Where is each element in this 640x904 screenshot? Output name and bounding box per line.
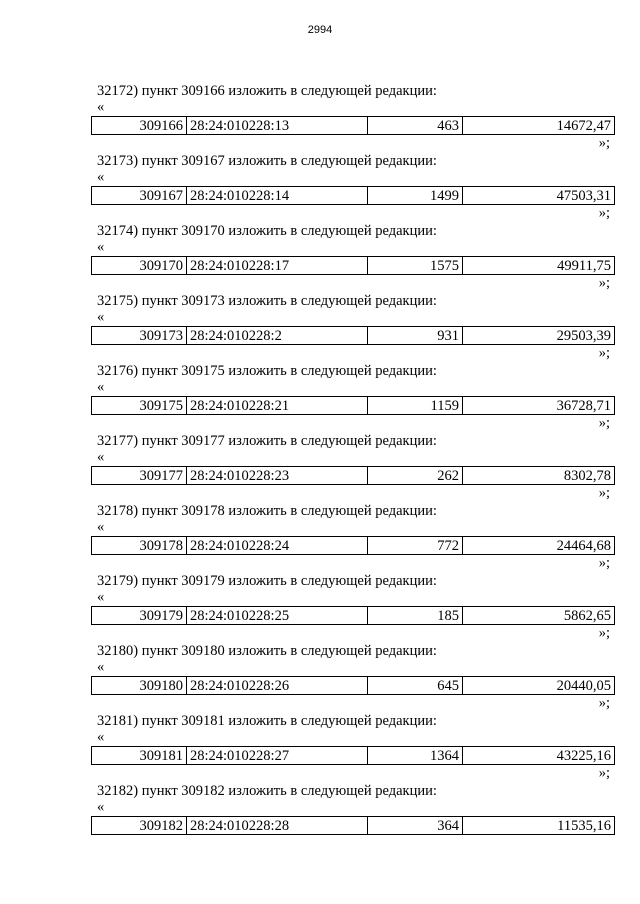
item-number-cell: 309167 xyxy=(92,187,187,205)
data-table xyxy=(91,816,615,835)
amount-cell: 11535,16 xyxy=(463,817,615,835)
data-table xyxy=(91,746,615,765)
data-table xyxy=(91,676,615,695)
amendment-entry xyxy=(97,713,610,783)
amendment-heading: 32178) пункт 309178 изложить в следующей редакции: xyxy=(97,503,437,519)
data-table xyxy=(91,466,615,485)
amount-cell: 20440,05 xyxy=(463,677,615,695)
cadastral-number-cell: 28:24:010228:21 xyxy=(187,397,368,415)
item-number-cell: 309170 xyxy=(92,257,187,275)
amendment-heading: 32174) пункт 309170 изложить в следующей редакции: xyxy=(97,223,437,239)
close-quote: »; xyxy=(598,275,610,291)
item-number-cell: 309177 xyxy=(92,467,187,485)
amount-cell: 29503,39 xyxy=(463,327,615,345)
amount-cell: 43225,16 xyxy=(463,747,615,765)
open-quote: « xyxy=(97,99,105,115)
cadastral-number-cell: 28:24:010228:2 xyxy=(187,327,368,345)
open-quote: « xyxy=(97,169,105,185)
quantity-cell: 364 xyxy=(368,817,463,835)
table-row xyxy=(92,397,615,415)
amendment-heading: 32181) пункт 309181 изложить в следующей редакции: xyxy=(97,713,437,729)
amendment-entry xyxy=(97,83,610,153)
table-row xyxy=(92,327,615,345)
page-number: 2994 xyxy=(307,24,333,36)
table-row xyxy=(92,537,615,555)
amendment-entry xyxy=(97,783,610,853)
amendment-heading: 32182) пункт 309182 изложить в следующей редакции: xyxy=(97,783,437,799)
quantity-cell: 185 xyxy=(368,607,463,625)
item-number-cell: 309166 xyxy=(92,117,187,135)
amendment-entry xyxy=(97,433,610,503)
cadastral-number-cell: 28:24:010228:13 xyxy=(187,117,368,135)
close-quote: »; xyxy=(598,205,610,221)
item-number-cell: 309178 xyxy=(92,537,187,555)
table-row xyxy=(92,817,615,835)
cadastral-number-cell: 28:24:010228:25 xyxy=(187,607,368,625)
entries-list xyxy=(97,83,610,853)
open-quote: « xyxy=(97,659,105,675)
amendment-heading: 32180) пункт 309180 изложить в следующей редакции: xyxy=(97,643,437,659)
data-table xyxy=(91,116,615,135)
cadastral-number-cell: 28:24:010228:17 xyxy=(187,257,368,275)
open-quote: « xyxy=(97,729,105,745)
table-row xyxy=(92,607,615,625)
quantity-cell: 1364 xyxy=(368,747,463,765)
quantity-cell: 463 xyxy=(368,117,463,135)
table-row xyxy=(92,467,615,485)
cadastral-number-cell: 28:24:010228:26 xyxy=(187,677,368,695)
cadastral-number-cell: 28:24:010228:14 xyxy=(187,187,368,205)
close-quote: »; xyxy=(598,135,610,151)
data-table xyxy=(91,326,615,345)
open-quote: « xyxy=(97,239,105,255)
close-quote: »; xyxy=(598,765,610,781)
table-row xyxy=(92,257,615,275)
table-row xyxy=(92,677,615,695)
amendment-entry xyxy=(97,503,610,573)
data-table xyxy=(91,606,615,625)
open-quote: « xyxy=(97,449,105,465)
amendment-entry xyxy=(97,153,610,223)
quantity-cell: 1159 xyxy=(368,397,463,415)
open-quote: « xyxy=(97,519,105,535)
close-quote: »; xyxy=(598,625,610,641)
table-row xyxy=(92,117,615,135)
quantity-cell: 1575 xyxy=(368,257,463,275)
amendment-heading: 32173) пункт 309167 изложить в следующей редакции: xyxy=(97,153,437,169)
amount-cell: 5862,65 xyxy=(463,607,615,625)
item-number-cell: 309180 xyxy=(92,677,187,695)
item-number-cell: 309173 xyxy=(92,327,187,345)
amendment-entry xyxy=(97,573,610,643)
amendment-entry xyxy=(97,223,610,293)
quantity-cell: 645 xyxy=(368,677,463,695)
amendment-heading: 32177) пункт 309177 изложить в следующей редакции: xyxy=(97,433,437,449)
open-quote: « xyxy=(97,379,105,395)
amount-cell: 36728,71 xyxy=(463,397,615,415)
amount-cell: 24464,68 xyxy=(463,537,615,555)
close-quote: »; xyxy=(598,345,610,361)
amendment-entry xyxy=(97,363,610,433)
data-table xyxy=(91,536,615,555)
amendment-entry xyxy=(97,643,610,713)
item-number-cell: 309179 xyxy=(92,607,187,625)
cadastral-number-cell: 28:24:010228:24 xyxy=(187,537,368,555)
open-quote: « xyxy=(97,589,105,605)
amendment-heading: 32175) пункт 309173 изложить в следующей редакции: xyxy=(97,293,437,309)
cadastral-number-cell: 28:24:010228:23 xyxy=(187,467,368,485)
quantity-cell: 931 xyxy=(368,327,463,345)
amendment-heading: 32179) пункт 309179 изложить в следующей редакции: xyxy=(97,573,437,589)
item-number-cell: 309182 xyxy=(92,817,187,835)
amount-cell: 49911,75 xyxy=(463,257,615,275)
close-quote: »; xyxy=(598,415,610,431)
item-number-cell: 309181 xyxy=(92,747,187,765)
data-table xyxy=(91,396,615,415)
amount-cell: 14672,47 xyxy=(463,117,615,135)
close-quote: »; xyxy=(598,485,610,501)
data-table xyxy=(91,256,615,275)
close-quote: »; xyxy=(598,555,610,571)
data-table xyxy=(91,186,615,205)
quantity-cell: 772 xyxy=(368,537,463,555)
table-row xyxy=(92,747,615,765)
item-number-cell: 309175 xyxy=(92,397,187,415)
cadastral-number-cell: 28:24:010228:28 xyxy=(187,817,368,835)
amendment-heading: 32172) пункт 309166 изложить в следующей редакции: xyxy=(97,83,437,99)
table-row xyxy=(92,187,615,205)
quantity-cell: 262 xyxy=(368,467,463,485)
amount-cell: 47503,31 xyxy=(463,187,615,205)
close-quote: »; xyxy=(598,695,610,711)
amendment-entry xyxy=(97,293,610,363)
quantity-cell: 1499 xyxy=(368,187,463,205)
open-quote: « xyxy=(97,799,105,815)
amendment-heading: 32176) пункт 309175 изложить в следующей редакции: xyxy=(97,363,437,379)
cadastral-number-cell: 28:24:010228:27 xyxy=(187,747,368,765)
open-quote: « xyxy=(97,309,105,325)
amount-cell: 8302,78 xyxy=(463,467,615,485)
